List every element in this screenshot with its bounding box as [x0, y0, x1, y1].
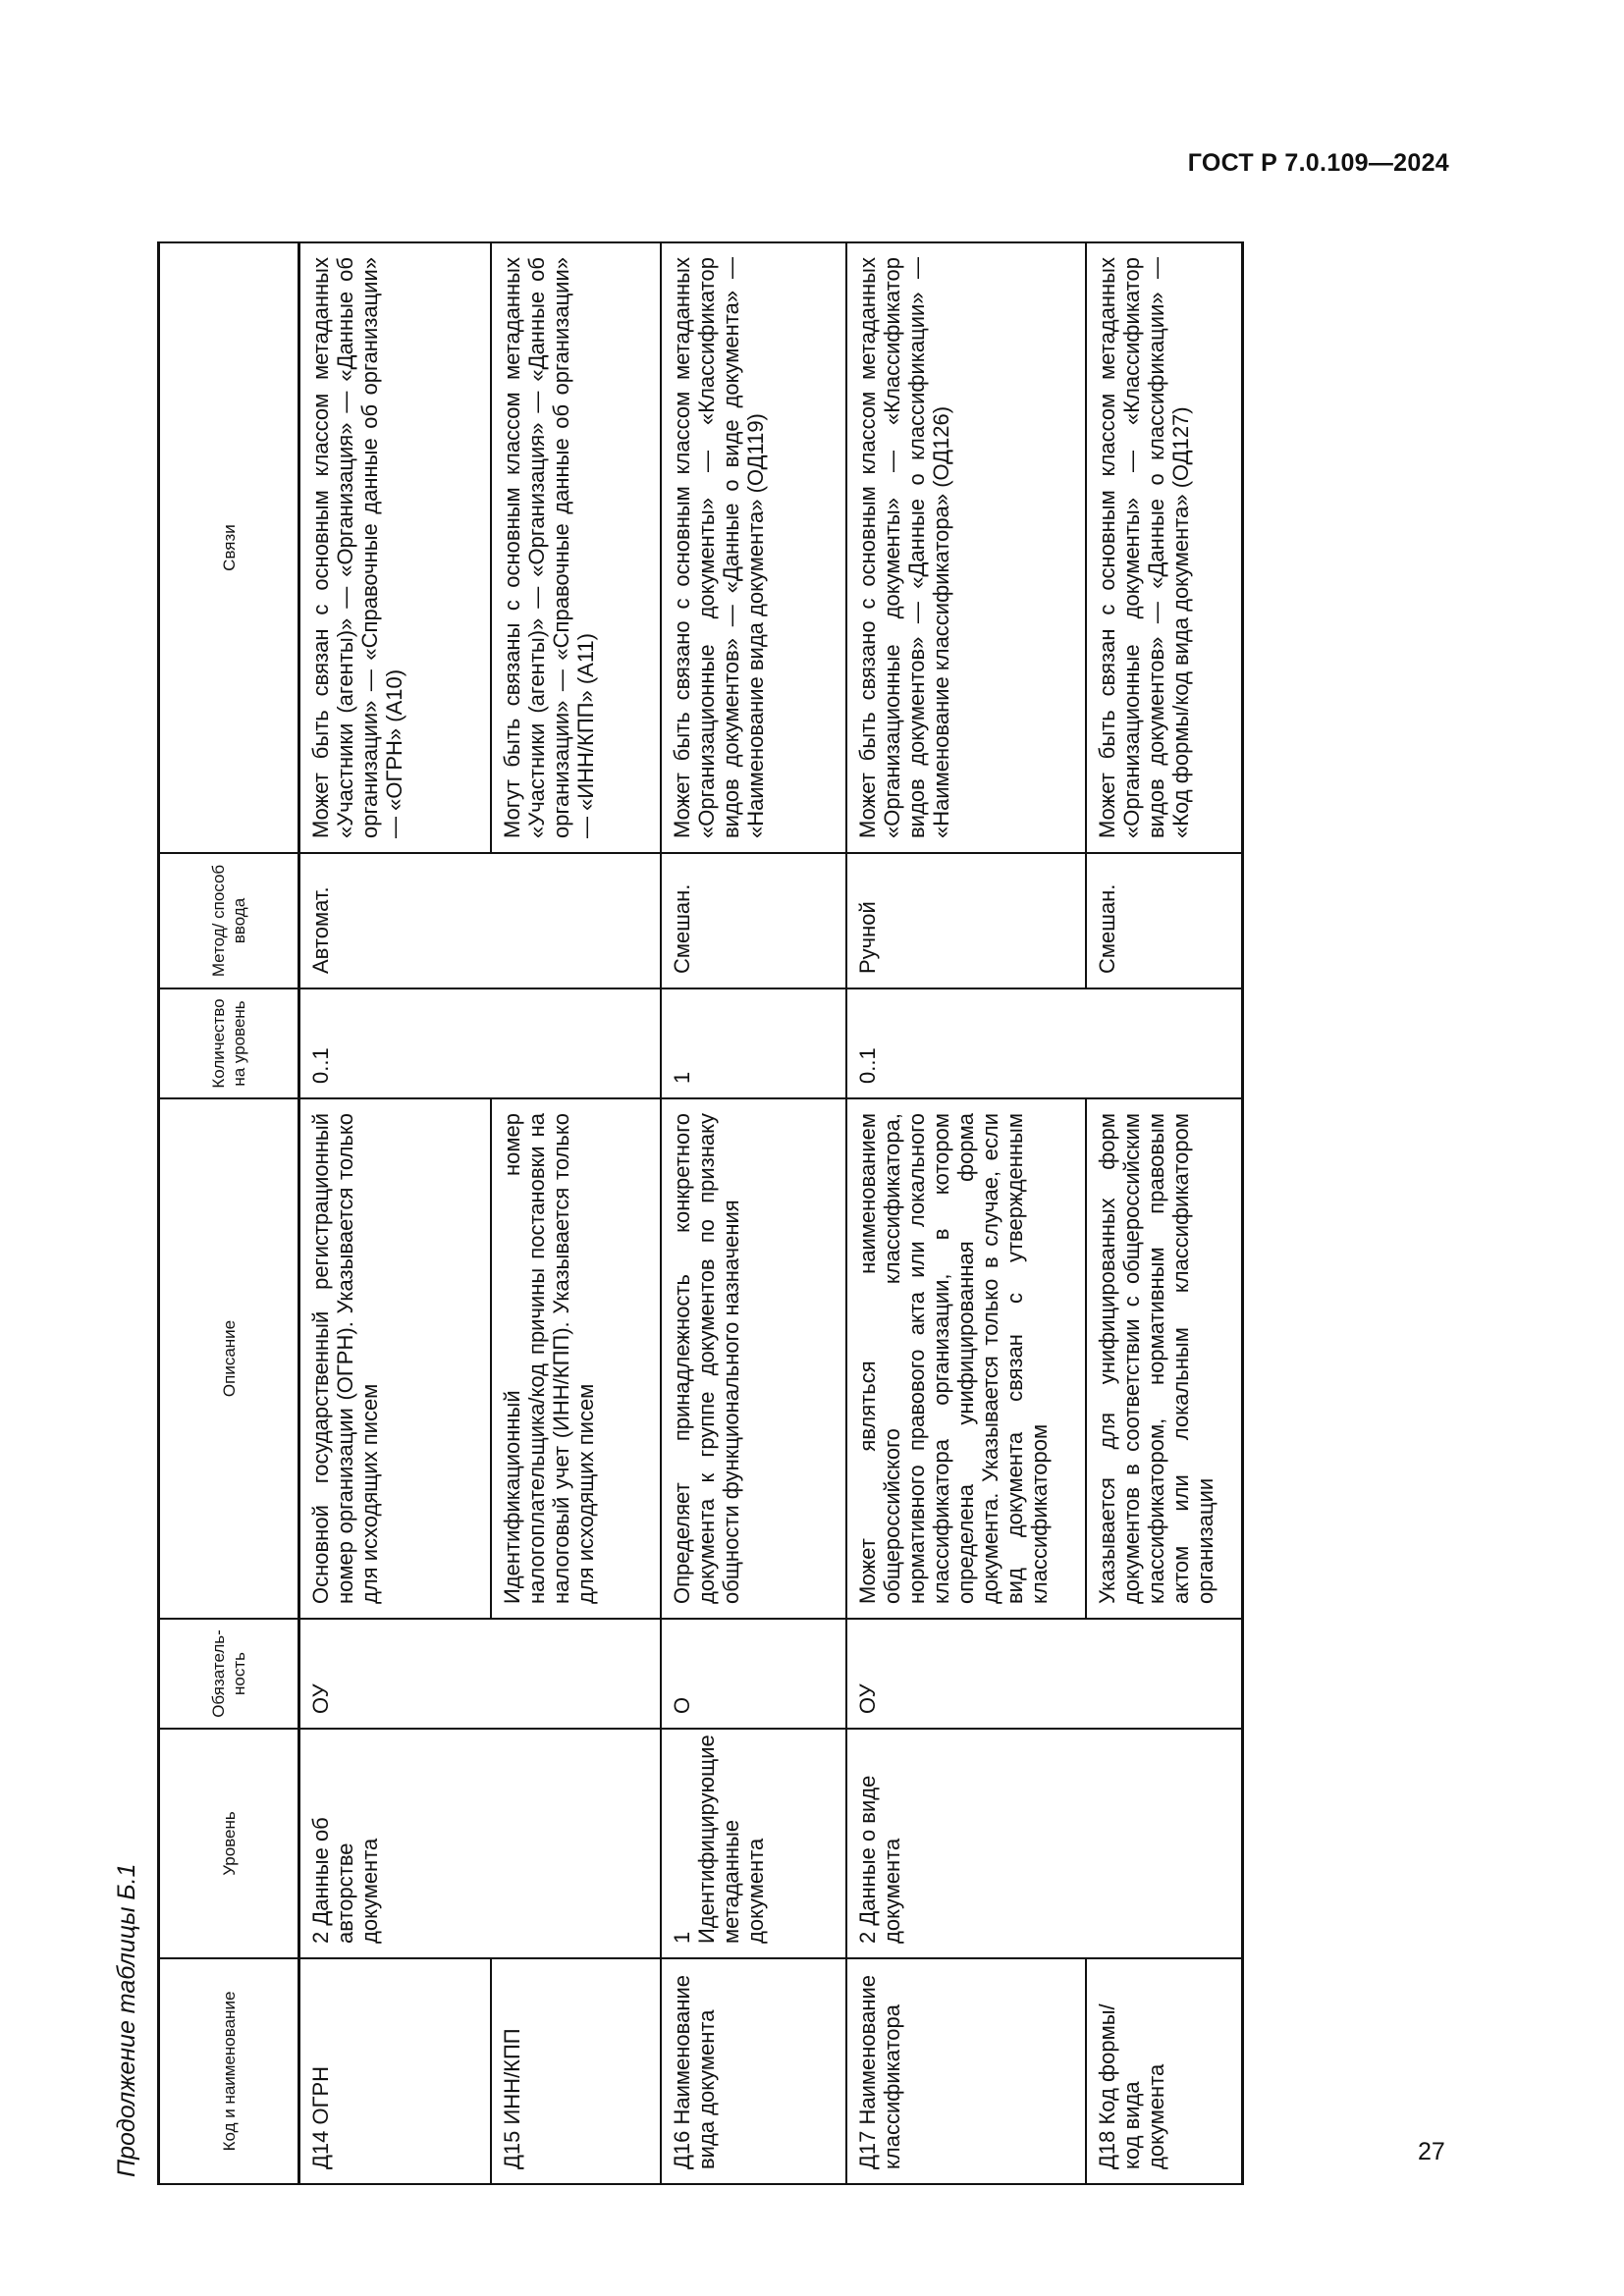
column-header: Уровень [159, 1729, 299, 1958]
cell-code: Д16 Наименование вида документа [661, 1958, 846, 2184]
rotated-table-block [108, 212, 1365, 2185]
cell-obligation [491, 1619, 661, 1729]
table-row [491, 242, 661, 2184]
table-row [299, 242, 491, 2184]
table-row [846, 242, 1086, 2184]
cell-quantity [491, 988, 661, 1098]
cell-quantity: 0..1 [846, 988, 1086, 1098]
page-number: 27 [1418, 2138, 1445, 2165]
cell-code: Д15 ИНН/КПП [491, 1958, 661, 2184]
document-header: ГОСТ Р 7.0.109—2024 [1187, 149, 1449, 177]
column-header: Метод/ способ ввода [159, 853, 299, 988]
cell-level: 2 Данные об авторстве документа [299, 1729, 491, 1958]
column-header: Описание [159, 1098, 299, 1619]
column-header: Связи [159, 242, 299, 853]
cell-relations: Может быть связано с основным классом метаданных «Организационные документы» — «Классификатор видов документов» — «Данные о виде документа» — «Наименование вида документа» (ОД119) [661, 242, 846, 853]
cell-code: Д17 Наименование классификатора [846, 1958, 1086, 2184]
cell-quantity: 0..1 [299, 988, 491, 1098]
cell-level [491, 1729, 661, 1958]
cell-obligation: ОУ [299, 1619, 491, 1729]
cell-level [1086, 1729, 1243, 1958]
cell-method: Смешан. [1086, 853, 1243, 988]
cell-description: Основной государственный регистрационный номер организации (ОГРН). Указывается только для исходящих писем [299, 1098, 491, 1619]
cell-relations: Могут быть связаны с основным классом метаданных «Участники (агенты)» — «Организация» — «Данные об организации» — «Справочные данные об организации» — «ИНН/КПП» (А11) [491, 242, 661, 853]
cell-method: Автомат. [299, 853, 491, 988]
table-header-row [159, 242, 299, 2184]
cell-code: Д18 Код формы/код вида документа [1086, 1958, 1243, 2184]
cell-relations: Может быть связано с основным классом метаданных «Организационные документы» — «Классификатор видов документов» — «Данные о классификации» — «Наименование классификатора» (ОД126) [846, 242, 1086, 853]
column-header: Обязатель-ность [159, 1619, 299, 1729]
cell-method: Ручной [846, 853, 1086, 988]
cell-quantity: 1 [661, 988, 846, 1098]
cell-description: Определяет принадлежность конкретного документа к группе документов по признаку общности функционального назначения [661, 1098, 846, 1619]
table-row [1086, 242, 1243, 2184]
cell-description: Идентификационный номер налогоплательщика/код причины постановки на налоговый учет (ИНН/КПП). Указывается только для исходящих писем [491, 1098, 661, 1619]
cell-description: Указывается для унифицированных форм документов в соответствии с общероссийским классификатором, нормативным правовым актом или локальным классификатором организации [1086, 1098, 1243, 1619]
cell-method [491, 853, 661, 988]
cell-level: 1 Идентифицирующие метаданные документа [661, 1729, 846, 1958]
cell-description: Может являться наименованием общероссийского классификатора, нормативного правового акта или локального классификатора организации, в котором определена унифицированная форма документа. Указывается только в случае, если вид документа связан с утвержденным классификатором [846, 1098, 1086, 1619]
cell-obligation [1086, 1619, 1243, 1729]
metadata-table [157, 241, 1244, 2185]
cell-method: Смешан. [661, 853, 846, 988]
cell-relations: Может быть связан с основным классом метаданных «Участники (агенты)» — «Организация» — «Данные об организации» — «Справочные данные об организации» — «ОГРН» (А10) [299, 242, 491, 853]
cell-level: 2 Данные о виде документа [846, 1729, 1086, 1958]
cell-obligation: О [661, 1619, 846, 1729]
cell-obligation: ОУ [846, 1619, 1086, 1729]
cell-quantity [1086, 988, 1243, 1098]
table-row [661, 242, 846, 2184]
column-header: Количество на уровень [159, 988, 299, 1098]
table-caption: Продолжение таблицы Б.1 [113, 1863, 140, 2177]
column-header: Код и наименование [159, 1958, 299, 2184]
cell-code: Д14 ОГРН [299, 1958, 491, 2184]
cell-relations: Может быть связан с основным классом метаданных «Организационные документы» — «Классификатор видов документов» — «Данные о классификации» — «Код формы/код вида документа» (ОД127) [1086, 242, 1243, 853]
